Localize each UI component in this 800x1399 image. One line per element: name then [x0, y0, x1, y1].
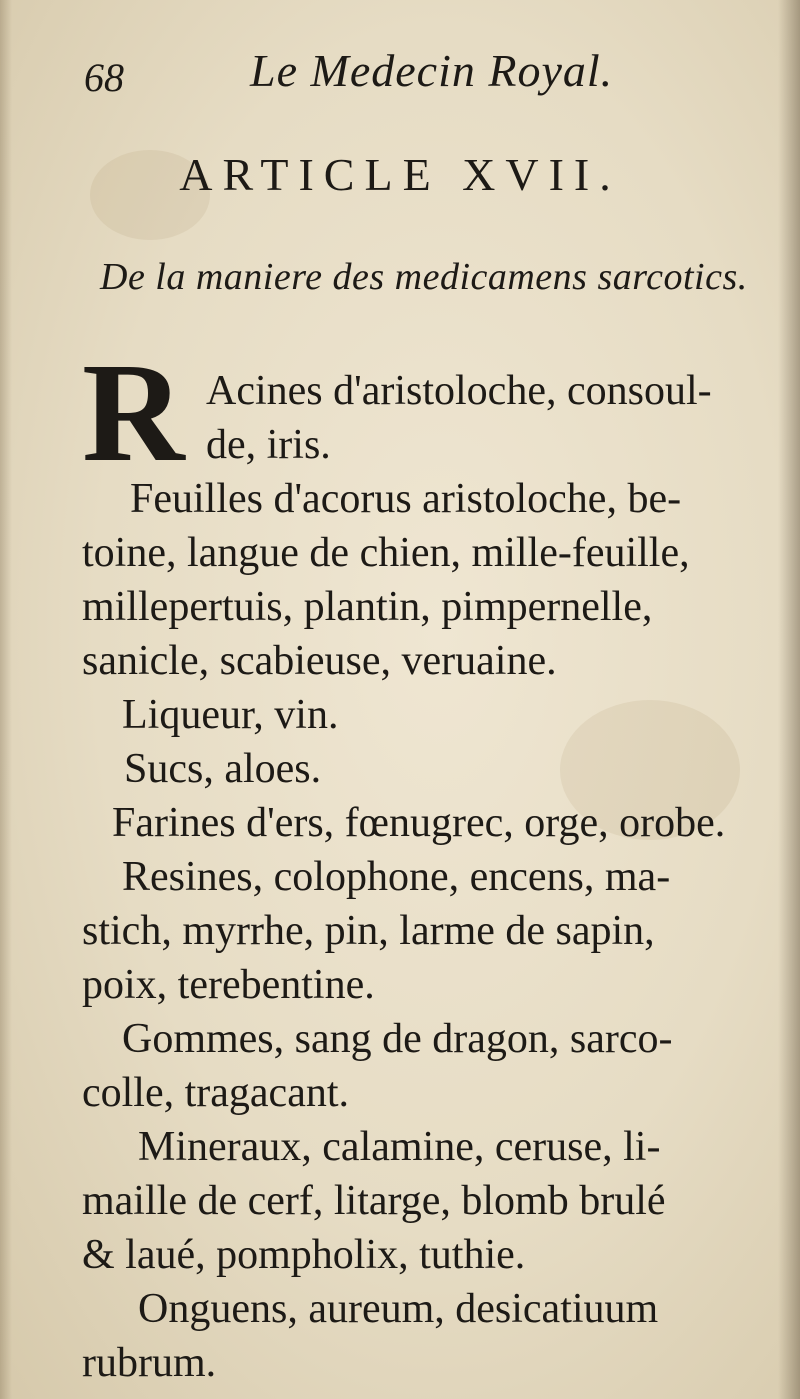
text-line: Liqueur, vin.	[122, 692, 339, 738]
running-header	[0, 40, 800, 110]
text-line: Farines d'ers, fœnugrec, orge, orobe.	[112, 800, 726, 846]
text-line: Gommes, sang de dragon, sarco-	[122, 1016, 673, 1062]
page-edge-shadow	[0, 0, 12, 1399]
text-line: maille de cerf, litarge, blomb brulé	[82, 1178, 666, 1224]
drop-cap: R	[82, 333, 185, 491]
text-line: Sucs, aloes.	[124, 746, 322, 792]
text-line: millepertuis, plantin, pimpernelle,	[82, 584, 653, 630]
text-line: Acines d'aristoloche, consoul-	[206, 368, 712, 414]
text-line: stich, myrrhe, pin, larme de sapin,	[82, 908, 655, 954]
text-line: rubrum.	[82, 1340, 217, 1386]
text-line: de, iris.	[206, 422, 331, 468]
article-heading: ARTICLE XVII.	[179, 149, 621, 200]
text-line: & laué, pompholix, tuthie.	[82, 1232, 526, 1278]
article-subtitle: De la maniere des medicamens sarcotics.	[100, 256, 748, 298]
text-line: Mineraux, calamine, ceruse, li-	[138, 1124, 661, 1170]
text-line: poix, terebentine.	[82, 962, 375, 1008]
page-number: 68	[84, 55, 124, 100]
text-line: Feuilles d'acorus aristoloche, be-	[130, 476, 682, 522]
running-title: Le Medecin Royal.	[250, 45, 614, 96]
text-line: colle, tragacant.	[82, 1070, 350, 1116]
text-line: Onguens, aureum, desicatiuum	[138, 1286, 659, 1332]
spine-shadow	[778, 0, 800, 1399]
text-line: toine, langue de chien, mille-feuille,	[82, 530, 690, 576]
text-line: sanicle, scabieuse, veruaine.	[82, 638, 557, 684]
text-line: Resines, colophone, encens, ma-	[122, 854, 671, 900]
